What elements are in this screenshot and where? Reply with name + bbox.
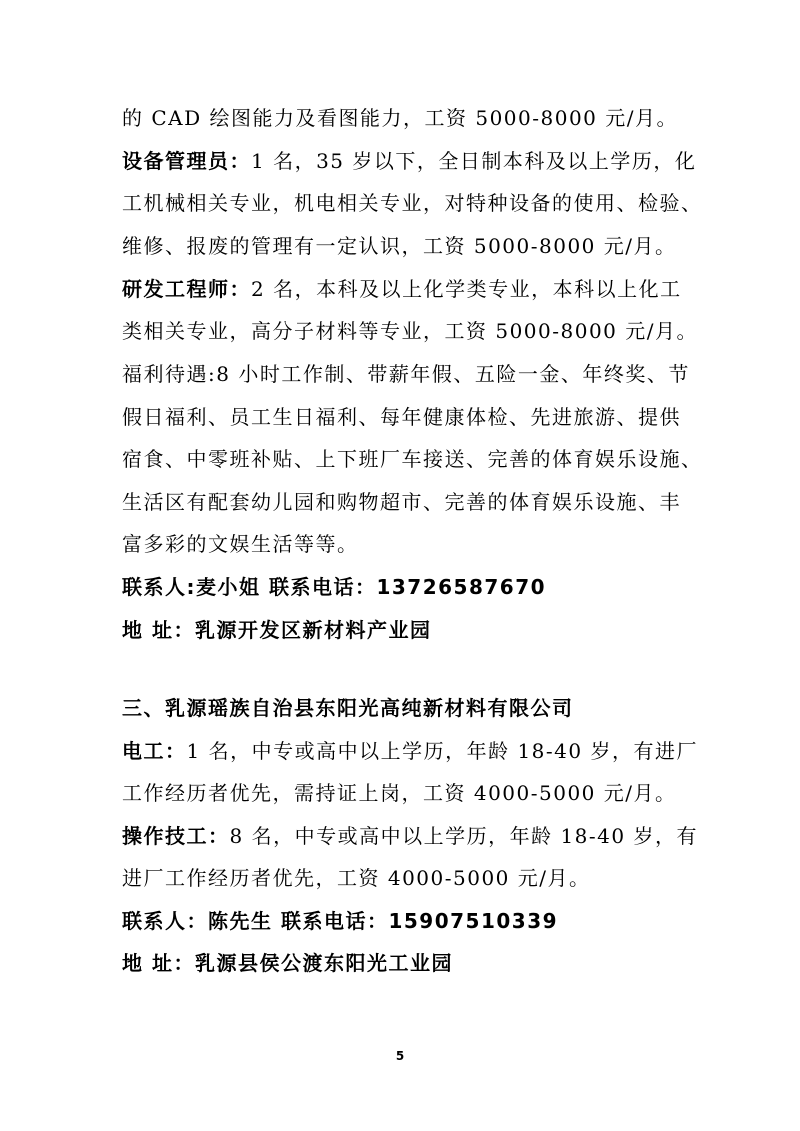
electrician-text-1: 1 名，中专或高中以上学历，年龄 18-40 岁，有进厂 [186,739,698,763]
operator-label: 操作技工： [122,824,230,848]
benefits-line-4: 生活区有配套幼儿园和购物超市、完善的体育娱乐设施、丰 [122,490,681,514]
equipment-manager-line-1 [122,147,696,175]
equipment-manager-text-1: 1 名，35 岁以下，全日制本科及以上学历，化 [251,149,697,173]
equipment-manager-line-3: 维修、报废的管理有一定认识，工资 5000-8000 元/月。 [122,234,677,258]
benefits-line-3: 宿食、中零班补贴、上下班厂车接送、完善的体育娱乐设施、 [122,447,703,471]
rd-engineer-label: 研发工程师： [122,277,251,301]
benefits-line-1: 福利待遇:8 小时工作制、带薪年假、五险一金、年终奖、节 [122,362,690,386]
rd-engineer-text-1: 2 名，本科及以上化学类专业，本科以上化工 [251,277,682,301]
operator-text-1: 8 名，中专或高中以上学历，年龄 18-40 岁，有 [229,824,698,848]
address-line-section3: 地 址：乳源县侯公渡东阳光工业园 [122,951,453,975]
benefits-line-2: 假日福利、员工生日福利、每年健康体检、先进旅游、提供 [122,405,681,429]
address-line-section2: 地 址：乳源开发区新材料产业园 [122,618,432,642]
section3-heading: 三、乳源瑶族自治县东阳光高纯新材料有限公司 [122,696,574,720]
operator-line-1 [122,822,698,850]
equipment-manager-line-2: 工机械相关专业，机电相关专业，对特种设备的使用、检验、 [122,191,703,215]
contact-line-section2: 联系人:麦小姐 联系电话：13726587670 [122,575,547,599]
benefits-line-5: 富多彩的文娱生活等等。 [122,532,359,556]
electrician-line-2: 工作经历者优先，需持证上岗，工资 4000-5000 元/月。 [122,781,677,805]
cad-requirement-line: 的 CAD 绘图能力及看图能力，工资 5000-8000 元/月。 [122,106,679,130]
rd-engineer-line-2: 类相关专业，高分子材料等专业，工资 5000-8000 元/月。 [122,319,699,343]
contact-line-section3: 联系人：陈先生 联系电话：15907510339 [122,909,559,933]
operator-line-2: 进厂工作经历者优先，工资 4000-5000 元/月。 [122,866,591,890]
equipment-manager-label: 设备管理员： [122,149,251,173]
electrician-label: 电工： [122,739,187,763]
page-number: 5 [395,1049,405,1063]
electrician-line-1 [122,737,698,765]
rd-engineer-line-1 [122,275,682,303]
